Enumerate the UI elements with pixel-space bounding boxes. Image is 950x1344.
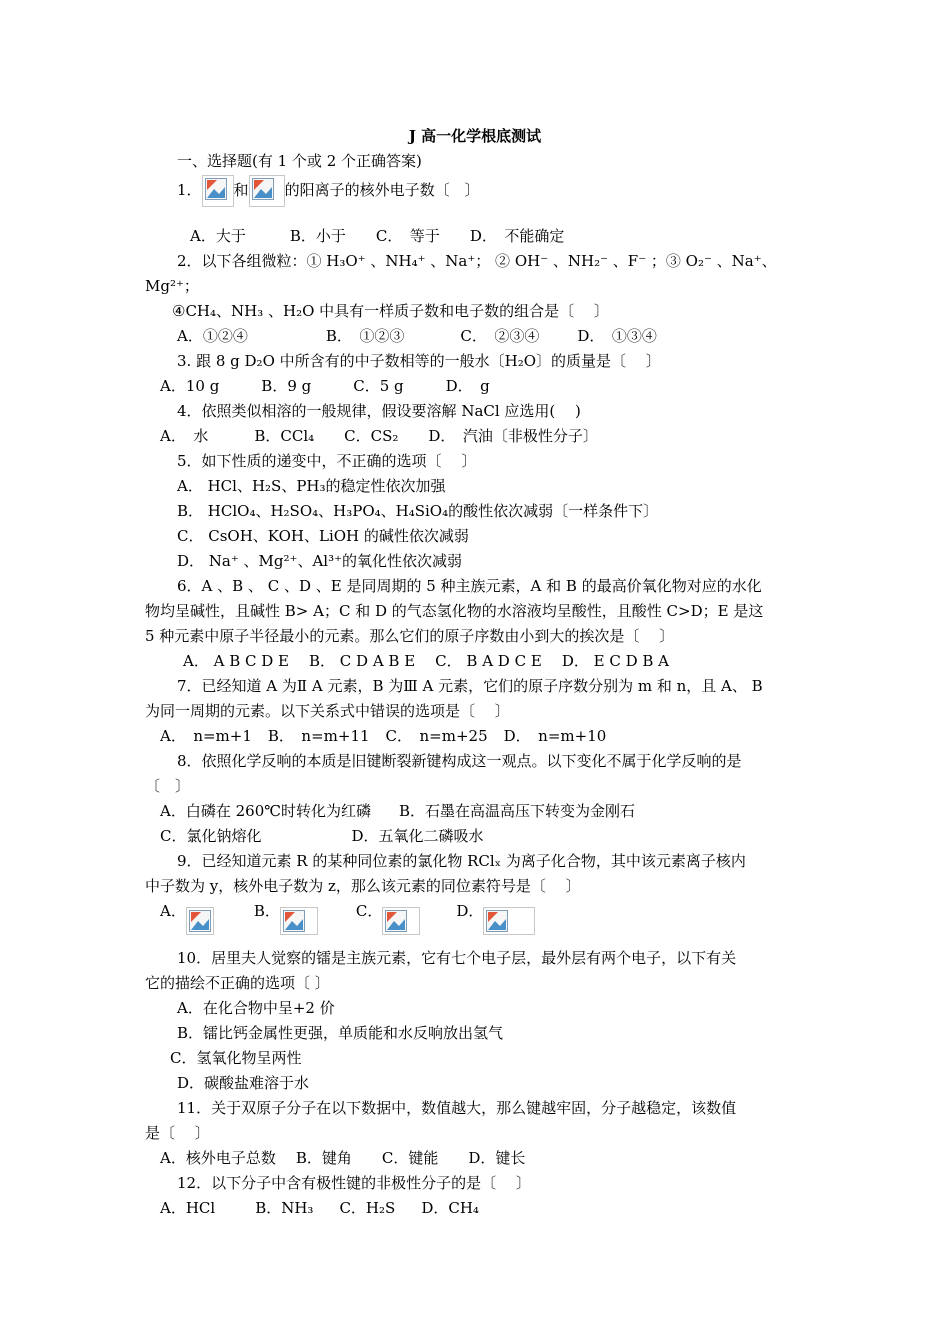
option-a: A．核外电子总数 (160, 1149, 276, 1167)
option-d: D． g (445, 377, 490, 395)
question-1-stem (177, 175, 807, 207)
option-a: A． HCl、H₂S、PH₃的稳定性依次加强 (177, 477, 446, 495)
option-a: A． n=m+1 (160, 727, 252, 745)
option-d: D．碳酸盐难溶于水 (177, 1074, 310, 1092)
section-heading: 一、选择题(有 1 个或 2 个正确答案) (177, 152, 422, 170)
question-2-line-2: Mg²⁺； (145, 277, 199, 295)
option-b: B． ①②③ (325, 327, 405, 345)
option-d: D． 不能确定 (469, 227, 565, 245)
option-d: D． ①③④ (577, 327, 657, 345)
page-title: J 高一化学根底测试 (408, 127, 542, 145)
option-c: C．氢氧化物呈两性 (170, 1049, 302, 1067)
option-b: B．CCl₄ (254, 427, 315, 445)
question-7-line-1: 7．已经知道 A 为Ⅱ A 元素，B 为Ⅲ A 元素，它们的原子序数分别为 m 和 n，且 A、 B (177, 677, 763, 695)
option-b: B． n=m+11 (267, 727, 370, 745)
question-6-line-3: 5 种元素中原子半径最小的元素。那么它们的原子序数由小到大的挨次是〔 〕 (145, 627, 675, 645)
option-d: D．键长 (468, 1149, 526, 1167)
question-2-line-1: 2．以下各组微粒：① H₃O⁺ 、NH₄⁺ 、Na⁺； ② OH⁻ 、NH₂⁻ 、F⁻ ；③ O₂⁻ 、Na⁺、 (177, 252, 777, 270)
option-d: D． n=m+10 (503, 727, 607, 745)
question-6-line-2: 物均呈碱性，且碱性 B> A；C 和 D 的气态氢化物的水溶液均呈酸性，且酸性 C>D；E 是这 (145, 602, 764, 620)
option-b: B． HClO₄、H₂SO₄、H₃PO₄、H₄SiO₄的酸性依次减弱〔一样条件下〕 (177, 502, 659, 520)
question-9-line-2: 中子数为 y，核外电子数为 z，那么该元素的同位素符号是〔 〕 (145, 877, 581, 895)
option-a: A．HCl (160, 1199, 216, 1217)
option-d: D． E C D B A (561, 652, 669, 670)
question-11-line-2: 是〔 〕 (145, 1124, 210, 1142)
option-b: B． (253, 902, 280, 920)
question-8-line-2: 〔 〕 (145, 777, 191, 795)
question-6-options (183, 650, 845, 672)
question-8-options-row-2 (160, 825, 822, 847)
question-8-line-1: 8．依照化学反响的本质是旧键断裂新键构成这一观点。以下变化不属于化学反响的是 (177, 752, 742, 770)
option-a: A．大于 (190, 227, 246, 245)
question-12-stem: 12．以下分子中含有极性键的非极性分子的是〔 〕 (177, 1174, 531, 1192)
option-b: B．NH₃ (255, 1199, 314, 1217)
question-2-options (177, 325, 839, 347)
question-7-options (160, 725, 822, 747)
option-b: B．键角 (295, 1149, 352, 1167)
question-6-line-1: 6．A 、B 、 C 、D 、E 是同周期的 5 种主族元素，A 和 B 的最高价氧化物对应的水化 (177, 577, 762, 595)
question-10-line-1: 10．居里夫人觉察的镭是主族元素，它有七个电子层，最外层有两个电子，以下有关 (177, 949, 737, 967)
question-10-line-2: 它的描绘不正确的选项〔 〕 (145, 974, 330, 992)
broken-image-icon (280, 907, 318, 935)
broken-image-icon (202, 175, 234, 207)
question-8-options-row-1 (160, 800, 822, 822)
option-a: A． 水 (160, 427, 209, 445)
option-c: C．5 g (353, 377, 404, 395)
option-c: C．H₂S (339, 1199, 396, 1217)
option-a: A．①②④ (177, 327, 248, 345)
option-d: D． 汽油〔非极性分子〕 (428, 427, 598, 445)
option-c: C． ②③④ (460, 327, 540, 345)
question-9-line-1: 9．已经知道元素 R 的某种同位素的氯化物 RClₓ 为离子化合物，其中该元素离子核内 (177, 852, 746, 870)
option-b: B．石墨在高温高压下转变为金刚石 (399, 802, 636, 820)
option-c: C． n=m+25 (385, 727, 488, 745)
option-b: B．小于 (289, 227, 346, 245)
option-b: B． C D A B E (308, 652, 416, 670)
option-c: C． (355, 902, 383, 920)
question-1-text: 的阳离子的核外电子数〔 〕 (284, 181, 480, 199)
option-d: D． (456, 902, 484, 920)
option-b: B．镭比钙金属性更强，单质能和水反响放出氢气 (177, 1024, 504, 1042)
question-5-stem: 5．如下性质的递变中，不正确的选项〔 〕 (177, 452, 477, 470)
question-2-line-3: ④CH₄、NH₃ 、H₂O 中具有一样质子数和电子数的组合是〔 〕 (172, 302, 609, 320)
question-3-stem: 3. 跟 8 g D₂O 中所含有的中子数相等的一般水〔H₂O〕的质量是〔 〕 (177, 352, 661, 370)
question-4-options (160, 425, 822, 447)
option-a: A．白磷在 260℃时转化为红磷 (160, 802, 372, 820)
question-3-options (160, 375, 822, 397)
option-c: C． 等于 (375, 227, 440, 245)
option-a: A． (160, 902, 186, 920)
broken-image-icon (483, 907, 535, 935)
option-d: D．CH₄ (421, 1199, 479, 1217)
option-b: B．9 g (261, 377, 312, 395)
option-d: D．五氧化二磷吸水 (351, 827, 484, 845)
option-c: C．氯化钠熔化 (160, 827, 262, 845)
option-c: C． CsOH、KOH、LiOH 的碱性依次减弱 (177, 527, 469, 545)
option-a: A． A B C D E (183, 652, 289, 670)
question-11-options (160, 1147, 822, 1169)
question-1-options (190, 225, 852, 247)
option-a: A．在化合物中呈+2 价 (177, 999, 335, 1017)
option-d: D． Na⁺ 、Mg²⁺、Al³⁺的氧化性依次减弱 (177, 552, 463, 570)
broken-image-icon (382, 907, 420, 935)
question-9-options (160, 900, 822, 935)
broken-image-icon (186, 907, 214, 935)
option-c: C．CS₂ (344, 427, 399, 445)
broken-image-icon (249, 175, 285, 207)
option-c: C． B A D C E (435, 652, 542, 670)
question-12-options (160, 1197, 822, 1219)
question-11-line-1: 11．关于双原子分子在以下数据中，数值越大，那么键越牢固，分子越稳定，该数值 (177, 1099, 737, 1117)
option-a: A．10 g (160, 377, 220, 395)
question-7-line-2: 为同一周期的元素。以下关系式中错误的选项是〔 〕 (145, 702, 510, 720)
question-number: 1． (177, 181, 202, 199)
option-c: C．键能 (381, 1149, 439, 1167)
question-4-stem: 4．依照类似相溶的一般规律，假设要溶解 NaCl 应选用( ) (177, 402, 581, 420)
question-1-connector: 和 (233, 181, 249, 199)
